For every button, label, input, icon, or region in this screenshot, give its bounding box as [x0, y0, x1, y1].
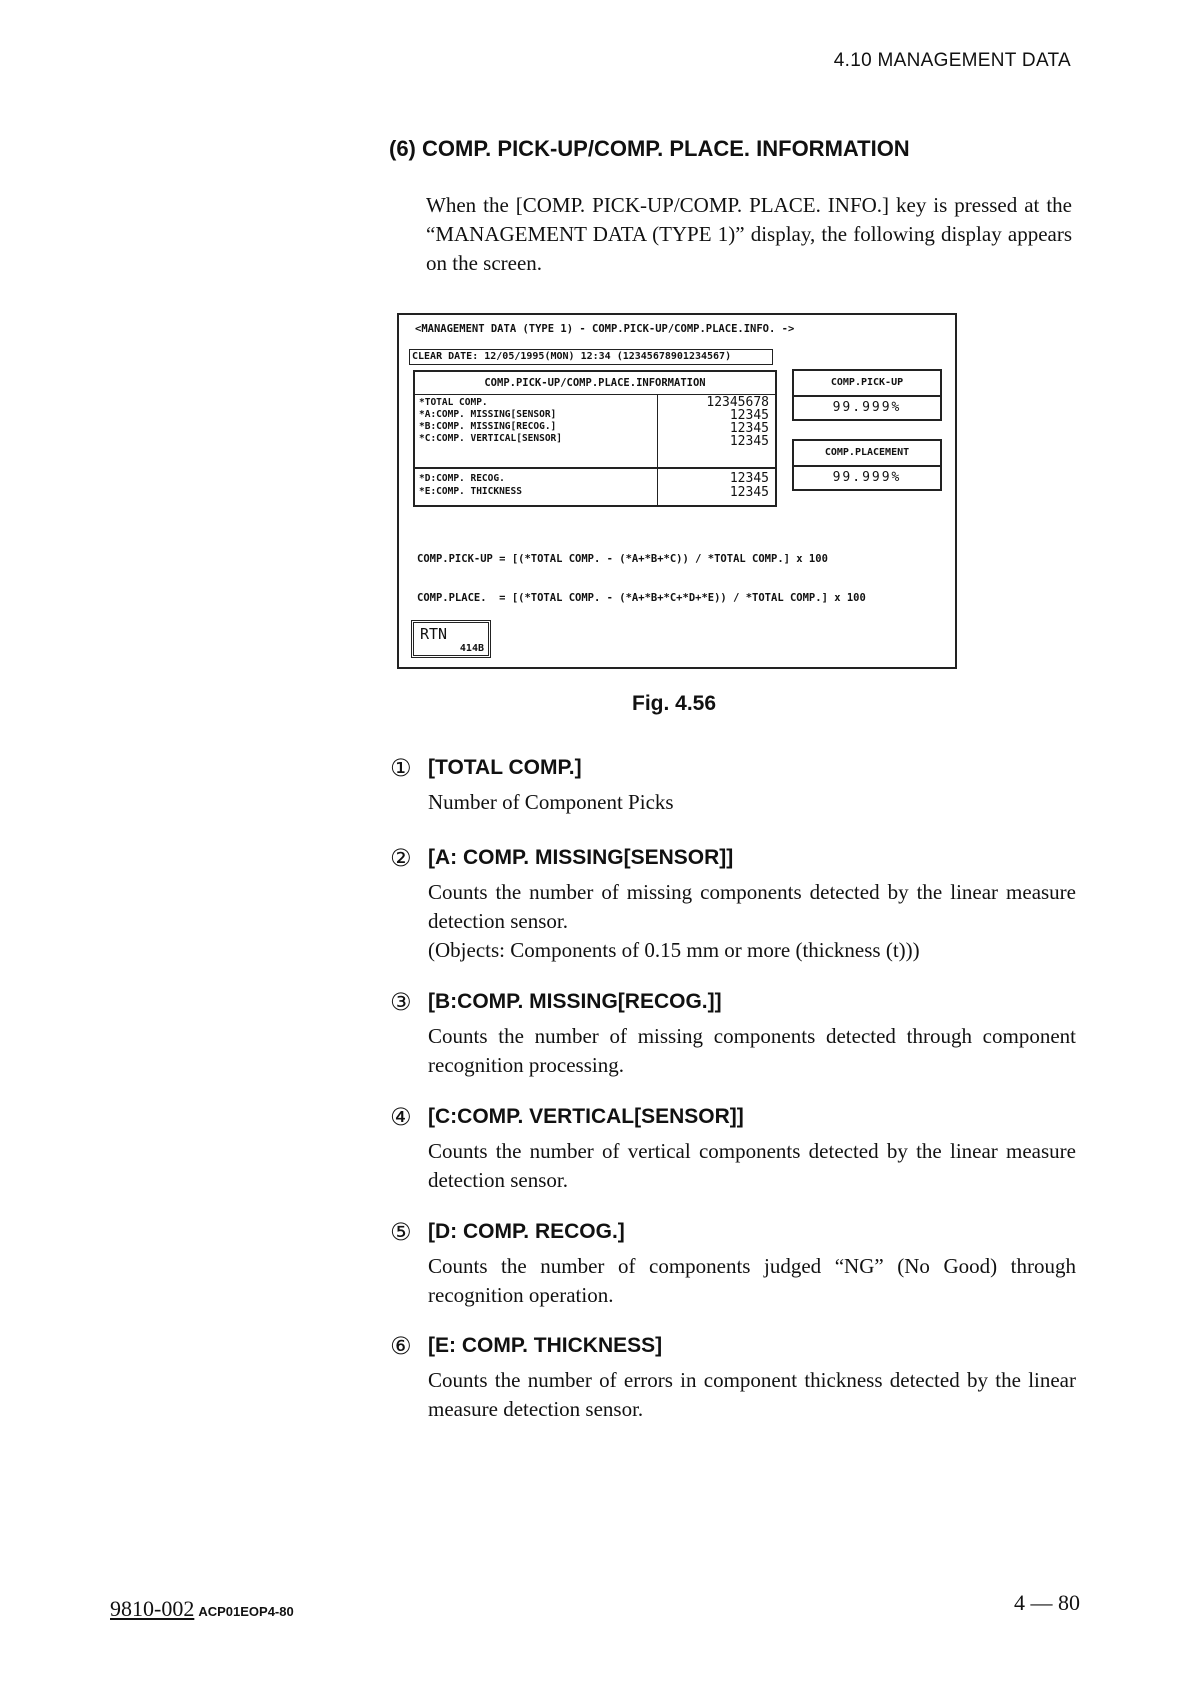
management-data-screen [397, 313, 957, 669]
running-header: 4.10 MANAGEMENT DATA [833, 50, 1071, 71]
item-body [428, 878, 1076, 965]
item-number: ⑤ [390, 1218, 412, 1246]
item-body: Number of Component Picks [428, 790, 674, 814]
doc-ref: ACP01EOP4-80 [198, 1604, 294, 1619]
item-heading: [TOTAL COMP.] [428, 756, 582, 779]
item-body: Counts the number of components judged “NG” (No Good) through recognition operation. [428, 1254, 1076, 1307]
group2-values [730, 472, 769, 500]
intro-paragraph: When the [COMP. PICK-UP/COMP. PLACE. INFO.] key is pressed at the “MANAGEMENT DATA (TYPE 1)” display, the following display appears on the screen. [426, 193, 1072, 275]
item-heading: [C:COMP. VERTICAL[SENSOR]] [428, 1105, 744, 1128]
item-number: ⑥ [390, 1332, 412, 1360]
info-table-header: COMP.PICK-UP/COMP.PLACE.INFORMATION [415, 372, 775, 395]
page-number: 4 — 80 [1014, 1590, 1080, 1615]
item-heading: [E: COMP. THICKNESS] [428, 1334, 663, 1357]
doc-number: 9810-002 [110, 1596, 195, 1621]
row-label: *B:COMP. MISSING[RECOG.] [419, 421, 557, 432]
formula-pickup: COMP.PICK-UP = [(*TOTAL COMP. - (*A+*B+*C)) / *TOTAL COMP.] x 100 [417, 553, 828, 565]
row-value: 12345 [729, 421, 769, 436]
group2-labels [419, 472, 522, 498]
item-number: ④ [390, 1103, 412, 1131]
pickup-rate-value: 99.999% [832, 400, 902, 415]
row-label: *A:COMP. MISSING[SENSOR] [419, 409, 557, 420]
row-value: 12345678 [706, 395, 769, 410]
item-body-text: Counts the number of missing components detected by the linear measure detection sensor. [428, 880, 1076, 933]
rtn-key-label: RTN [420, 625, 448, 643]
rtn-key-code: 414B [459, 643, 484, 654]
placement-rate-box [792, 439, 942, 491]
section-title: (6) COMP. PICK-UP/COMP. PLACE. INFORMATION [389, 136, 910, 161]
screen-title: <MANAGEMENT DATA (TYPE 1) - COMP.PICK-UP/COMP.PLACE.INFO. -> [415, 323, 795, 335]
clear-date-bar: CLEAR DATE: 12/05/1995(MON) 12:34 (12345678901234567) [409, 349, 773, 365]
row-value: 12345 [729, 408, 769, 423]
info-table [413, 370, 777, 507]
item-number: ② [390, 844, 412, 872]
figure-caption: Fig. 4.56 [632, 692, 717, 715]
row-label: *TOTAL COMP. [419, 397, 488, 408]
row-label: *D:COMP. RECOG. [419, 473, 505, 484]
group1-labels [419, 397, 562, 445]
formulas [417, 527, 866, 631]
row-value: 12345 [729, 434, 769, 449]
item-heading: [A: COMP. MISSING[SENSOR]] [428, 846, 734, 869]
pickup-rate-label: COMP.PICK-UP [794, 371, 940, 397]
item-body-note: (Objects: Components of 0.15 mm or more (thickness (t))) [428, 938, 920, 962]
row-value: 12345 [729, 471, 769, 486]
formula-place: COMP.PLACE. = [(*TOTAL COMP. - (*A+*B+*C+*D+*E)) / *TOTAL COMP.] x 100 [417, 592, 866, 604]
pickup-rate-box [792, 369, 942, 421]
rtn-button[interactable] [411, 620, 491, 658]
item-heading: [B:COMP. MISSING[RECOG.]] [428, 990, 722, 1013]
row-label: *E:COMP. THICKNESS [419, 486, 522, 497]
item-number: ① [390, 754, 412, 782]
item-body: Counts the number of missing components detected through component recognition processing. [428, 1024, 1076, 1077]
item-body: Counts the number of vertical components detected by the linear measure detection sensor. [428, 1139, 1076, 1192]
row-value: 12345 [729, 485, 769, 500]
row-label: *C:COMP. VERTICAL[SENSOR] [419, 433, 562, 444]
placement-rate-label: COMP.PLACEMENT [794, 441, 940, 467]
placement-rate-value: 99.999% [832, 470, 902, 485]
footer-doc-id [110, 1596, 294, 1622]
item-number: ③ [390, 988, 412, 1016]
item-body: Counts the number of errors in component thickness detected by the linear measure detection sensor. [428, 1368, 1076, 1421]
item-heading: [D: COMP. RECOG.] [428, 1220, 625, 1243]
group1-values [706, 396, 769, 448]
